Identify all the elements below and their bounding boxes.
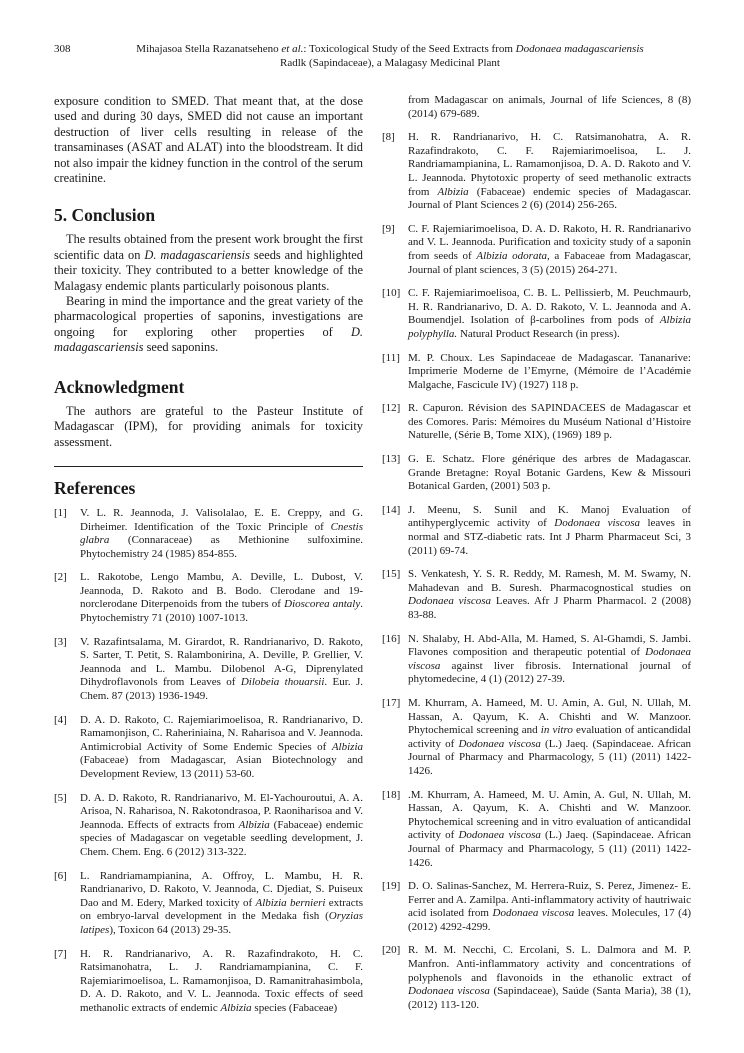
reference-19 bbox=[382, 880, 691, 934]
text: (Connaraceae) as Methionine sulfoximine. Phytochemistry 24 (1985) 854-855. bbox=[80, 534, 363, 560]
reference-text bbox=[80, 714, 363, 782]
text: Natural Product Research (in press). bbox=[457, 327, 620, 340]
authors: Mihajasoa Stella Razanatseheno bbox=[136, 43, 282, 55]
reference-text: G. E. Schatz. Flore générique des arbres de Madagascar. Grande Bretagne: Royal Botanic Gardens, Kew & Missouri Botanical Garden, (2001) 503 p. bbox=[408, 453, 691, 493]
reference-text bbox=[408, 223, 691, 277]
reference-number: [14] bbox=[382, 503, 401, 516]
title-text: : Toxicological Study of the Seed Extracts from bbox=[303, 43, 516, 55]
text: . Eur. J. Chem. 87 (2013) 1936-1949. bbox=[80, 676, 363, 703]
reference-number: [16] bbox=[382, 632, 401, 645]
conclusion-heading: 5. Conclusion bbox=[54, 205, 156, 226]
text: M. Khurram, A. Hameed, M. U. Amin, A. Gul, N. Ullah, M. Hassan, A. Qayum, K. A. Chishti and W. Manzoor. Phytochemical screening and bbox=[408, 696, 691, 737]
text: The results obtained from the present work brought the first scientific data on bbox=[54, 232, 363, 262]
reference-text bbox=[408, 944, 691, 1012]
acknowledgment-text: The authors are grateful to the Pasteur Institute of Madagascar (IPM), for providing animals for toxicity assessment. bbox=[54, 403, 363, 449]
section-divider bbox=[54, 466, 363, 467]
text: D. O. Salinas-Sanchez, M. Herrera-Ruiz, S. Perez, Jimenez- E. Ferrer and A. Zamilpa. Anti-inflammatory activity of hautriwaic acid isolated from bbox=[408, 880, 691, 920]
results-paragraph-end: exposure condition to SMED. That meant that, at the dose used and during 30 days, SMED did not cause an important destruction of liver cells resulting in release of the transaminases (ASAT and ALAT) into the bloodstream. It did not also impair the kidney function in the control of the serum creatinine. bbox=[54, 94, 363, 186]
text: Leaves. Afr J Pharm Pharmacol. 2 (2008) 83-88. bbox=[408, 595, 691, 621]
species-name: D. madagascariensis bbox=[144, 247, 250, 262]
reference-1 bbox=[54, 507, 363, 561]
italic: Cnestis glabra bbox=[80, 520, 363, 547]
italic: Albizia bbox=[238, 818, 270, 831]
reference-12 bbox=[382, 402, 691, 443]
italic: Dodonaea viscosa bbox=[492, 907, 575, 920]
reference-number: [2] bbox=[54, 571, 67, 584]
italic: Dodonaea viscosa bbox=[458, 737, 541, 750]
reference-text bbox=[408, 287, 691, 341]
text: ), Toxicon 64 (2013) 29-35. bbox=[109, 923, 232, 936]
references-heading: References bbox=[54, 477, 136, 498]
reference-6 bbox=[54, 870, 363, 938]
reference-text bbox=[408, 789, 691, 871]
reference-number: [1] bbox=[54, 506, 67, 519]
reference-text: R. Capuron. Révision des SAPINDACEES de Madagascar et des Comores. Paris: Mémoires du Muséum National d’Histoire Naturelle, (Série B, Tome XIX), (1969) 189 p. bbox=[408, 402, 691, 442]
running-title bbox=[100, 42, 680, 70]
reference-number: [11] bbox=[382, 351, 400, 364]
text: H. R. Randrianarivo, A. R. Razafindrakoto, H. C. Ratsimanohatra, L. J. Randriamampianina, C. F. Rajemiarimoelisoa, L. Ramamonjisoa, D. Ramanitrahasimbola, D. A. D. Rakoto, and V. L. Jeannoda. Toxic effects of seed methanolic extracts of endemic bbox=[80, 947, 363, 1014]
reference-text bbox=[408, 633, 691, 687]
reference-text bbox=[80, 507, 363, 561]
reference-7-continued: from Madagascar on animals, Journal of life Sciences, 8 (8) (2014) 679-689. bbox=[408, 94, 691, 120]
reference-number: [7] bbox=[54, 947, 67, 960]
reference-8 bbox=[382, 131, 691, 213]
reference-text: M. P. Choux. Les Sapindaceae de Madagascar. Tananarive: Imprimerie Moderne de l’Emyrne, (Mémoire de l’Académie Malgache, Fascicule IV) (1927) 118 p. bbox=[408, 351, 691, 391]
text: (Fabaceae) endemic species of Madagascar on vegetable seedling development, J. Chem. Chem. Eng. 6 (2012) 313-322. bbox=[80, 818, 364, 858]
reference-number: [19] bbox=[382, 880, 401, 893]
reference-number: [3] bbox=[54, 635, 67, 648]
italic: Dodonaea viscosa bbox=[408, 646, 691, 672]
text: L. Randriamampianina, A. Offroy, L. Mambu, H. R. Randrianarivo, D. Rakoto, V. Jeannoda, C. Djediat, S. Puiseux Dao and M. Edery, Marked toxicity of bbox=[80, 869, 363, 909]
text: (Sapindaceae), Saúde (Santa Maria), 38 (1), (2012) 113-120. bbox=[408, 985, 691, 1011]
reference-number: [17] bbox=[382, 696, 401, 709]
text: R. M. M. Necchi, C. Ercolani, S. L. Dalmora and M. P. Manfron. Anti-inflammatory activity and concentrations of polyphenols and flavonoids in the ethanolic extract of bbox=[408, 944, 691, 984]
reference-text bbox=[80, 948, 363, 1016]
text: V. Razafintsalama, M. Girardot, R. Randrianarivo, D. Rakoto, S. Sarter, T. Petit, S. Ralambonirina, A. Deville, P. Grellier, V. Jeannoda and L. Mambu. Dilobenol A-G, Diprenylated Dihydroflavonols from Leaves of bbox=[80, 635, 363, 689]
reference-13 bbox=[382, 453, 691, 494]
reference-7 bbox=[54, 948, 363, 1016]
text: against liver fibrosis. International journal of phytomedecine, 4 (1) (2012) 27-39. bbox=[408, 659, 691, 686]
text: N. Shalaby, H. Abd-Alla, M. Hamed, S. Al-Ghamdi, S. Jambi. Flavones composition and therapeutic potential of bbox=[408, 632, 691, 659]
reference-number: [15] bbox=[382, 568, 401, 581]
text: leaves. Molecules, 17 (4) (2012) 4292-4299. bbox=[408, 907, 691, 933]
italic: Albizia bbox=[220, 1001, 252, 1014]
running-title-line2: Radlk (Sapindaceae), a Malagasy Medicinal Plant bbox=[280, 57, 500, 69]
et-al: et al. bbox=[281, 43, 304, 55]
reference-15 bbox=[382, 568, 691, 622]
reference-4 bbox=[54, 714, 363, 782]
italic: Dodonaea viscosa bbox=[408, 985, 490, 998]
reference-text bbox=[80, 571, 363, 625]
reference-text bbox=[80, 636, 363, 704]
italic: Dodonaea viscosa bbox=[458, 829, 541, 842]
left-column bbox=[54, 94, 363, 1026]
acknowledgment-heading: Acknowledgment bbox=[54, 376, 185, 397]
text: J. Meenu, S. Sunil and K. Manoj Evaluation of antihyperglycemic activity of bbox=[408, 503, 691, 530]
title-species: Dodonaea madagascariensis bbox=[515, 43, 644, 55]
italic: Oryzias latipes bbox=[80, 910, 363, 936]
reference-text bbox=[80, 792, 363, 860]
italic: Albizia bbox=[331, 740, 363, 753]
reference-text bbox=[408, 504, 691, 558]
reference-10 bbox=[382, 287, 691, 341]
reference-number: [9] bbox=[382, 222, 395, 235]
text: Bearing in mind the importance and the great variety of the pharmacological properties of saponins, investigations are ongoing for exploring other properties of bbox=[54, 294, 363, 339]
page-number: 308 bbox=[54, 43, 71, 55]
reference-17 bbox=[382, 697, 691, 779]
text: seed saponins. bbox=[143, 340, 219, 355]
species-name: D. madagascariensis bbox=[54, 324, 363, 355]
reference-16 bbox=[382, 633, 691, 687]
text: H. R. Randrianarivo, H. C. Ratsimanohatra, A. R. Razafindrakoto, C. F. Rajemiarimoelisoa, L. J. Randriamampianina, L. Ramamonjisoa, D. A. D. Rakoto and V. L. Jeannoda. Phytotoxic property of seed methanolic extracts from bbox=[408, 131, 691, 198]
text: S. Venkatesh, Y. S. R. Reddy, M. Ramesh, M. M. Swamy, N. Mahadevan and B. Suresh. Pharmacognostical studies on bbox=[408, 568, 691, 594]
reference-20 bbox=[382, 944, 691, 1012]
text: V. L. R. Jeannoda, J. Valisolalao, E. E. Creppy, and G. Dirheimer. Identification of the Toxic Principle of bbox=[80, 506, 363, 533]
reference-number: [6] bbox=[54, 869, 67, 882]
text: (Fabaceae) endemic species of Madagascar. Journal of Plant Sciences 2 (6) (2014) 256-265. bbox=[408, 185, 691, 212]
reference-2 bbox=[54, 571, 363, 625]
reference-text bbox=[408, 697, 691, 779]
italic: in vitro bbox=[540, 724, 573, 737]
reference-number: [18] bbox=[382, 788, 401, 801]
italic: Albizia bbox=[437, 185, 469, 198]
italic: Dioscorea antaly bbox=[284, 598, 361, 611]
text: . Phytochemistry 71 (2010) 1007-1013. bbox=[80, 598, 363, 625]
text: seeds and highlighted their toxicity. They contributed to a better knowledge of the Malagasy endemic plants particularly poisonous plants. bbox=[54, 247, 363, 293]
reference-number: [12] bbox=[382, 402, 401, 415]
text: leaves in normal and STZ-diabetic rats. Int J Pharm Pharmaceut Sci, 3 (2011) 69-74. bbox=[408, 517, 691, 557]
right-column bbox=[382, 94, 691, 1022]
reference-text bbox=[80, 870, 363, 938]
text: D. A. D. Rakoto, R. Randrianarivo, M. El-Yachouroutui, A. A. Arisoa, N. Raharisoa, N. Rakotondrasoa, P. Raoniharisoa and V. Jeannoda. Effects of extracts from bbox=[80, 791, 363, 831]
text: C. F. Rajemiarimoelisoa, C. B. L. Pellissierb, M. Peuchmaurb, H. R. Randrianarivo, D. A. D. Rakoto, V. L. Jeannoda and A. Boumendjel. Isolation of β-carbolines from pods of bbox=[408, 287, 691, 327]
reference-number: [8] bbox=[382, 131, 395, 144]
italic: Dodonaea viscosa bbox=[554, 517, 640, 530]
reference-text bbox=[408, 880, 691, 934]
italic: Albizia bernieri bbox=[255, 896, 326, 909]
reference-14 bbox=[382, 504, 691, 558]
text: (L.) Jaeq. (Sapindaceae. African Journal of Pharmacy and Pharmacology, 5 (11) (2011) 1422-1426. bbox=[408, 737, 691, 777]
reference-5 bbox=[54, 792, 363, 860]
text: D. A. D. Rakoto, C. Rajemiarimoelisoa, R. Randrianarivo, D. Ramamonjison, C. Raheriniaina, N. Raharisoa and V. Jeannoda. Antimicrobial Activity of Some Endemic Species of bbox=[80, 713, 363, 753]
running-title-line1 bbox=[100, 42, 680, 56]
reference-9 bbox=[382, 223, 691, 277]
reference-text bbox=[408, 568, 691, 622]
text: (Fabaceae) from Madagascar, Asian Biotechnology and Development Review, 13 (2011) 53-60. bbox=[80, 754, 363, 780]
text: C. F. Rajemiarimoelisoa, D. A. D. Rakoto, H. R. Randrianarivo and V. L. Jeannoda. Purification and toxicity study of a saponin from seeds of bbox=[408, 222, 691, 262]
italic: Albizia odorata bbox=[476, 249, 548, 262]
text: species (Fabaceae) bbox=[251, 1001, 338, 1014]
text: (L.) Jaeq. (Sapindaceae. African Journal of Pharmacy and Pharmacology, 5 (11) (2011) 1422-1426. bbox=[408, 829, 691, 869]
reference-text bbox=[408, 131, 691, 213]
reference-11 bbox=[382, 352, 691, 393]
text: .M. Khurram, A. Hameed, M. U. Amin, A. Gul, N. Ullah, M. Hassan, A. Qayum, K. A. Chishti and W. Manzoor. Phytochemical screening and in vitro evaluation of anticandidal activity of bbox=[408, 788, 691, 842]
italic: Dodonaea viscosa bbox=[408, 595, 492, 608]
reference-number: [10] bbox=[382, 287, 401, 300]
text: extracts on embryo-larval development in the Medaka fish ( bbox=[80, 896, 364, 923]
reference-number: [5] bbox=[54, 791, 67, 804]
italic: Dilobeia thouarsii bbox=[240, 676, 325, 689]
text: L. Rakotobe, Lengo Mambu, A. Deville, L. Dubost, V. Jeannoda, D. Rakoto and B. Bodo. Clerodane and 19-norclerodane Diterpenoids from the tubers of bbox=[80, 571, 363, 611]
italic: Albizia polyphylla. bbox=[408, 314, 691, 340]
text: evaluation of anticandidal activity of bbox=[408, 724, 691, 750]
reference-3 bbox=[54, 636, 363, 704]
conclusion-paragraph-1 bbox=[54, 232, 363, 294]
conclusion-paragraph-2 bbox=[54, 294, 363, 356]
reference-number: [4] bbox=[54, 713, 67, 726]
reference-18 bbox=[382, 789, 691, 871]
reference-number: [20] bbox=[382, 944, 401, 957]
reference-number: [13] bbox=[382, 453, 401, 466]
text: , a Fabaceae from Madagascar, Journal of plant sciences, 3 (5) (2015) 264-271. bbox=[408, 249, 692, 276]
